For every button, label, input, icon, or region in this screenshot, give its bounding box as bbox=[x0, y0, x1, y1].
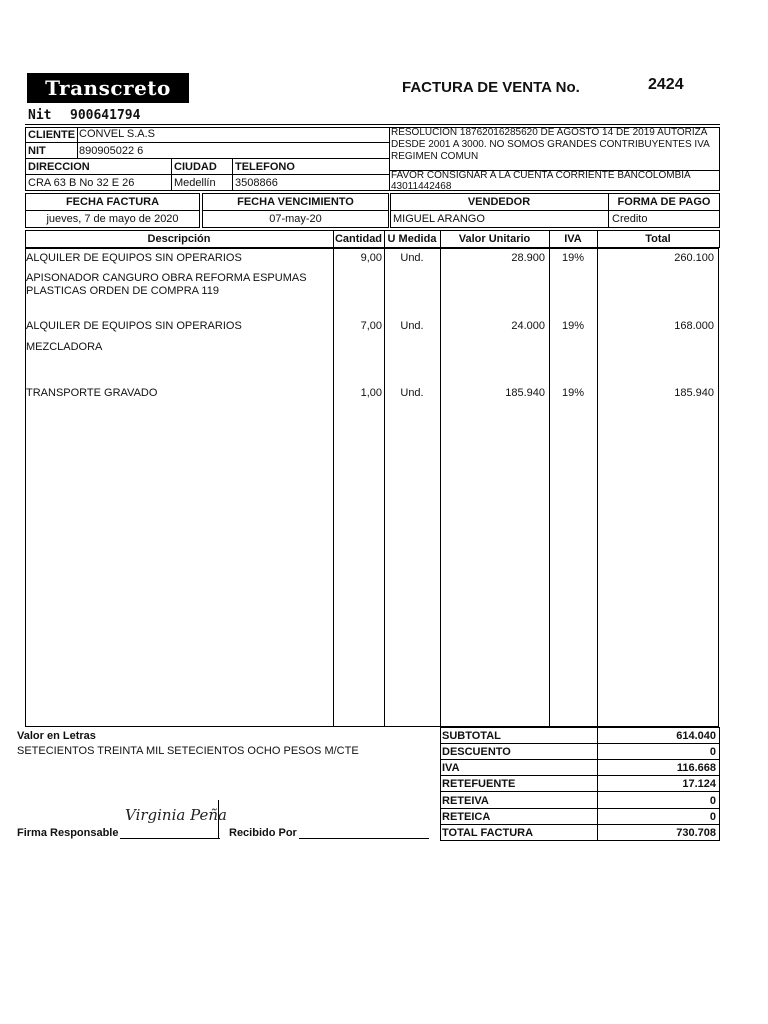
telefono-label: TELEFONO bbox=[235, 161, 295, 173]
vendedor-value: MIGUEL ARANGO bbox=[393, 213, 485, 225]
table-row-unit: Und. bbox=[400, 320, 424, 332]
valor-letras-value: SETECIENTOS TREINTA MIL SETECIENTOS OCHO PESOS M/CTE bbox=[17, 745, 359, 757]
col-medida: U Medida bbox=[387, 233, 437, 245]
col-cantidad: Cantidad bbox=[334, 233, 383, 245]
table-row-iva: 19% bbox=[561, 320, 585, 332]
col-descripcion: Descripción bbox=[147, 233, 211, 245]
ciudad-label: CIUDAD bbox=[174, 161, 217, 173]
table-row-price: 24.000 bbox=[511, 320, 545, 332]
retefuente-label: RETEFUENTE bbox=[442, 778, 516, 790]
forma-pago-value: Credito bbox=[612, 213, 648, 225]
col-iva: IVA bbox=[564, 233, 582, 245]
telefono-value: 3508866 bbox=[235, 177, 278, 189]
forma-pago-label: FORMA DE PAGO bbox=[617, 196, 711, 208]
table-row-iva: 19% bbox=[561, 387, 585, 399]
reteiva-value: 0 bbox=[709, 795, 716, 807]
table-row-desc: MEZCLADORA bbox=[26, 341, 103, 353]
resolucion-note: RESOLUCION 18762016285620 DE AGOSTO 14 DE 2019 AUTORIZA DESDE 2001 A 3000. NO SOMOS GRANDES CONTRIBUYENTES IVA REGIMEN COMUN bbox=[391, 127, 710, 162]
recibido-label: Recibido Por bbox=[229, 827, 297, 839]
fecha-venc-label: FECHA VENCIMIENTO bbox=[237, 196, 354, 208]
table-row-qty: 1,00 bbox=[360, 387, 382, 399]
client-nit-value: 890905022 6 bbox=[79, 145, 144, 157]
col-valor-unitario: Valor Unitario bbox=[458, 233, 531, 245]
table-row-price: 28.900 bbox=[511, 252, 545, 264]
descuento-label: DESCUENTO bbox=[442, 746, 511, 758]
invoice-number: 2424 bbox=[648, 76, 684, 93]
fecha-factura-label: FECHA FACTURA bbox=[65, 196, 160, 208]
table-row-iva: 19% bbox=[561, 252, 585, 264]
reteica-label: RETEICA bbox=[442, 811, 491, 823]
signature-image: Virginia Peña bbox=[125, 806, 228, 824]
total-factura-value: 730.708 bbox=[676, 827, 716, 839]
subtotal-value: 614.040 bbox=[676, 730, 716, 742]
subtotal-label: SUBTOTAL bbox=[442, 730, 501, 742]
reteiva-label: RETEIVA bbox=[442, 795, 489, 807]
company-nit-value: 900641794 bbox=[70, 108, 141, 123]
reteica-value: 0 bbox=[709, 811, 716, 823]
firma-label: Firma Responsable bbox=[17, 827, 119, 839]
table-row-desc: ALQUILER DE EQUIPOS SIN OPERARIOS bbox=[26, 320, 242, 332]
table-row-qty: 9,00 bbox=[360, 252, 382, 264]
vendedor-label: VENDEDOR bbox=[467, 196, 531, 208]
total-factura-label: TOTAL FACTURA bbox=[442, 827, 534, 839]
iva-label: IVA bbox=[442, 762, 460, 774]
table-row-total: 260.100 bbox=[674, 252, 714, 264]
client-nit-label: NIT bbox=[28, 145, 46, 157]
fecha-factura-value: jueves, 7 de mayo de 2020 bbox=[46, 213, 179, 225]
table-row-desc: ALQUILER DE EQUIPOS SIN OPERARIOS bbox=[26, 252, 242, 264]
company-logo: Transcreto bbox=[27, 73, 189, 103]
cliente-label: CLIENTE bbox=[28, 129, 76, 141]
table-row-desc: APISONADOR CANGURO OBRA REFORMA ESPUMAS PLASTICAS ORDEN DE COMPRA 119 bbox=[26, 272, 307, 297]
direccion-label: DIRECCION bbox=[28, 161, 90, 173]
fecha-venc-value: 07-may-20 bbox=[269, 213, 322, 225]
table-row-price: 185.940 bbox=[505, 387, 545, 399]
table-row-total: 168.000 bbox=[674, 320, 714, 332]
valor-letras-label: Valor en Letras bbox=[17, 730, 96, 742]
table-row-unit: Und. bbox=[400, 387, 424, 399]
direccion-value: CRA 63 B No 32 E 26 bbox=[28, 177, 135, 189]
table-row-total: 185.940 bbox=[674, 387, 714, 399]
consignar-note: FAVOR CONSIGNAR A LA CUENTA CORRIENTE BANCOLOMBIA 43011442468 bbox=[391, 170, 691, 192]
col-total: Total bbox=[645, 233, 671, 245]
ciudad-value: Medellín bbox=[174, 177, 216, 189]
table-row-qty: 7,00 bbox=[360, 320, 382, 332]
iva-value: 116.668 bbox=[676, 762, 716, 774]
descuento-value: 0 bbox=[709, 746, 716, 758]
table-row-desc: TRANSPORTE GRAVADO bbox=[26, 387, 158, 399]
table-row-unit: Und. bbox=[400, 252, 424, 264]
company-nit-label: Nit bbox=[28, 108, 52, 123]
cliente-value: CONVEL S.A.S bbox=[79, 128, 156, 140]
invoice-title: FACTURA DE VENTA No. bbox=[402, 79, 580, 96]
retefuente-value: 17.124 bbox=[682, 778, 716, 790]
